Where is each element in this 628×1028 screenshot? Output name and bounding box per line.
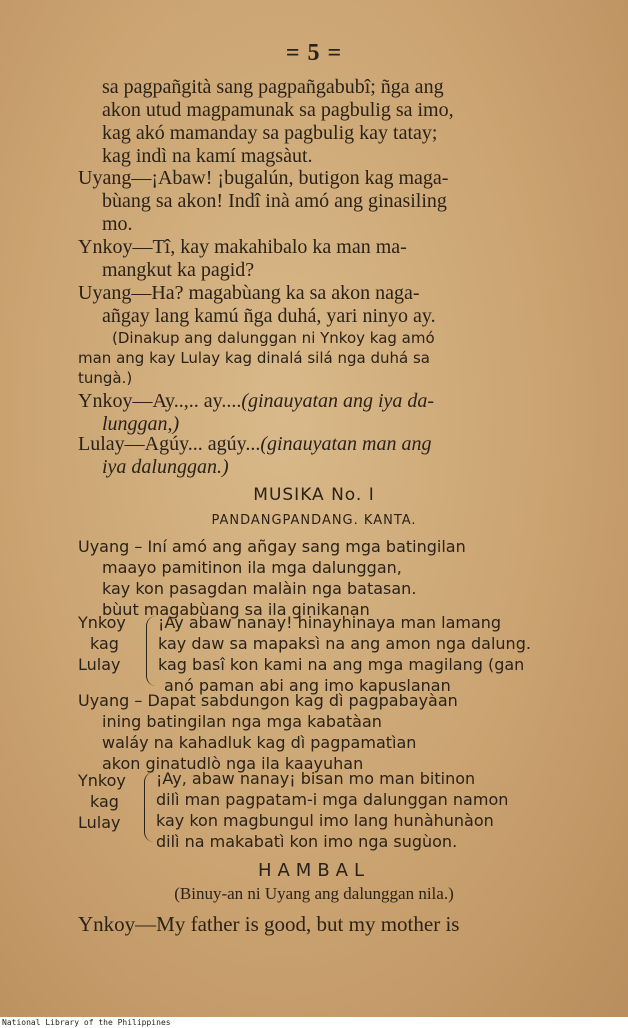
text-line: ining batingilan nga mga kabatàan <box>102 712 382 731</box>
text-line: mangkut ka pagid? <box>102 259 255 281</box>
speaker: Ynkoy <box>78 771 126 790</box>
text-line: ¡Ay, abaw nanay¡ bisan mo man bitinon <box>156 769 476 788</box>
speech-text: Lulay—Agúy... agúy... <box>78 433 261 455</box>
speaker: kag <box>90 634 119 653</box>
dialogue-top <box>78 76 568 168</box>
text-line: kag indì na kamí magsàut. <box>102 145 313 167</box>
speaker: Lulay <box>78 655 121 674</box>
uyang-speech-1 <box>78 167 568 236</box>
text-line: sa pagpañgità sang pagpañgabubî; ñga ang <box>102 76 444 98</box>
song-verse-2 <box>158 612 578 696</box>
musika-subtitle: PANDANGPANDANG. KANTA. <box>211 513 417 528</box>
text-line: (Dinakup ang dalunggan ni Ynkoy kag amó <box>112 329 435 347</box>
song-verse-1 <box>78 536 568 620</box>
speech-text: Ynkoy—Ay..,.. ay.... <box>78 390 242 412</box>
text-line: man ang kay Lulay kag dinalá silá nga duhá sa <box>78 349 430 367</box>
song-speakers-2 <box>78 770 138 833</box>
text-line: dilì na makabatì kon imo nga sugùon. <box>156 832 458 851</box>
text-line: kay kon magbungul imo lang hunàhunàon <box>156 811 494 830</box>
stage-italic: (ginauyatan man ang <box>260 433 432 455</box>
text-line: kay kon pasagdan malàin nga batasan. <box>102 579 417 598</box>
uyang-speech-2 <box>78 282 568 328</box>
stage-direction-1 <box>78 328 568 388</box>
stage-italic: lunggan,) <box>102 413 180 435</box>
text-line: Uyang – Dapat sabdungon kag dì pagpabayàan <box>78 691 458 710</box>
ynkoy-speech-1 <box>78 236 568 282</box>
text-line: añgay lang kamú ñga duhá, yari ninyo ay. <box>102 305 436 327</box>
stage-italic: (ginauyatan ang iya da- <box>241 390 435 412</box>
musika-title: MUSIKA No. I <box>253 485 375 505</box>
lulay-speech-1 <box>78 433 568 479</box>
text-line: bùut magabùang sa ila ginikanan <box>102 600 370 619</box>
last-line: Ynkoy—My father is good, but my mother is <box>78 912 460 936</box>
text-line: mo. <box>102 213 133 235</box>
ynkoy-speech-2 <box>78 390 568 436</box>
text-line: kay daw sa mapaksì na ang amon nga dalung. <box>158 634 531 653</box>
speaker: Lulay <box>78 813 121 832</box>
text-line: Ynkoy—Tî, kay makahibalo ka man ma- <box>78 236 407 258</box>
text-line: anó paman abi ang imo kapuslanan <box>164 676 451 695</box>
text-line: ¡Ay abaw nanay! hinayhinaya man lamang <box>158 613 502 632</box>
text-line: waláy na kahadluk kag dì pagpamatìan <box>102 733 417 752</box>
text-line: akon utud magpamunak sa pagbulig sa imo, <box>102 99 454 121</box>
song-verse-3 <box>78 690 568 774</box>
speaker: kag <box>90 792 119 811</box>
hambal-note: (Binuy-an ni Uyang ang dalunggan nila.) <box>174 884 454 903</box>
text-line: akon ginatudlò nga ila kaayuhan <box>102 754 364 773</box>
text-line: dilì man pagpatam-i mga dalunggan namon <box>156 790 509 809</box>
stage-italic: iya dalunggan.) <box>102 456 229 478</box>
text-line: Uyang—¡Abaw! ¡bugalún, butigon kag maga- <box>78 167 449 189</box>
text-line: kag akó mamanday sa pagbulig kay tatay; <box>102 122 438 144</box>
text-line: Uyang—Ha? magabùang ka sa akon naga- <box>78 282 420 304</box>
text-line: maayo pamitinon ila mga dalunggan, <box>102 558 402 577</box>
text-line: tungà.) <box>78 369 133 387</box>
page-number: = 5 = <box>285 40 343 66</box>
library-footer: National Library of the Philippines <box>0 1017 628 1028</box>
text-line: bùang sa akon! Indî inà amó ang ginasiling <box>102 190 447 212</box>
text-line: kag basî kon kami na ang mga magilang (gan <box>158 655 525 674</box>
speaker: Ynkoy <box>78 613 126 632</box>
song-verse-4 <box>156 768 576 852</box>
text-line: Uyang – Iní amó ang añgay sang mga batingilan <box>78 537 466 556</box>
song-speakers-1 <box>78 612 138 675</box>
hambal-title: HAMBAL <box>257 860 371 881</box>
